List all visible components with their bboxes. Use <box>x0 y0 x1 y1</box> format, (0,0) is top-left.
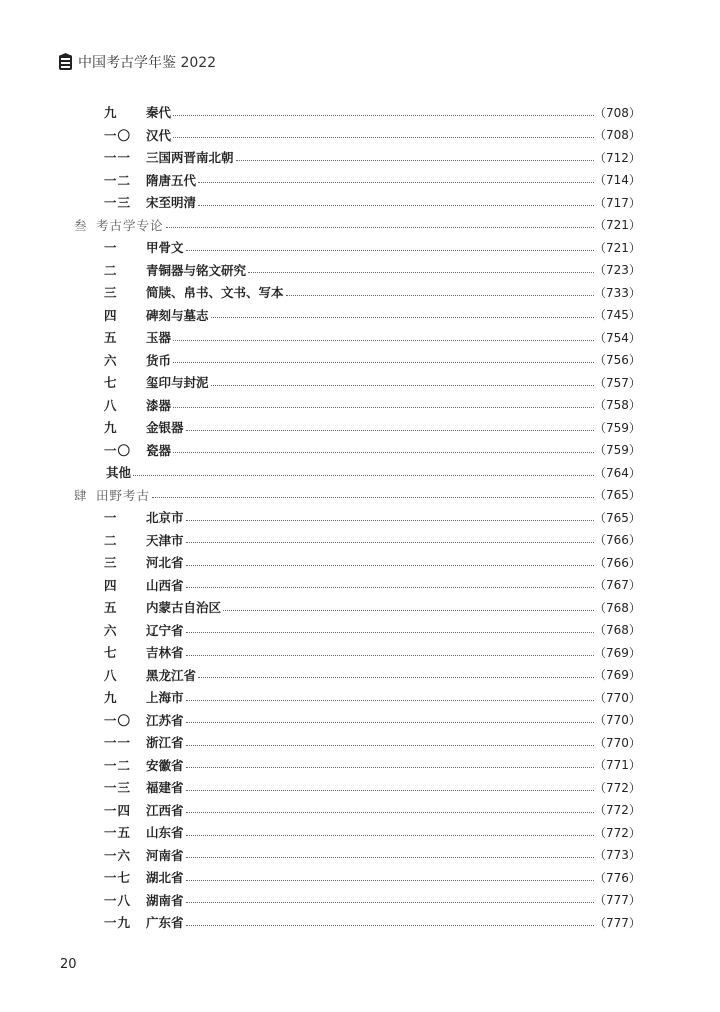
dot-leader <box>236 160 594 161</box>
toc-entry-title-group <box>146 596 596 619</box>
toc-entry-page: （768） <box>594 600 641 615</box>
toc-entry-number: 四 <box>104 577 118 593</box>
toc-entry-title: 湖北省 <box>146 870 184 886</box>
toc-entry-row[interactable] <box>0 619 720 642</box>
dot-leader <box>198 677 594 678</box>
toc-entry-number: 五 <box>104 600 118 616</box>
toc-entry-number: 一八 <box>104 892 132 908</box>
toc-entry-number: 四 <box>104 307 118 323</box>
toc-entry-row[interactable] <box>0 799 720 822</box>
toc-entry-title: 玺印与封泥 <box>146 375 209 391</box>
toc-entry-title-group <box>146 191 596 214</box>
toc-entry-title: 漆器 <box>146 397 172 413</box>
toc-entry-row[interactable] <box>0 371 720 394</box>
toc-entry-page: （765） <box>594 510 641 525</box>
toc-entry-row[interactable] <box>0 911 720 934</box>
toc-entry-title-group <box>146 281 596 304</box>
toc-entry-page: （777） <box>594 893 641 908</box>
dot-leader <box>186 767 594 768</box>
toc-entry-number: 肆 <box>74 487 88 503</box>
toc-entry-row[interactable] <box>0 709 720 732</box>
toc-entry-page: （745） <box>594 308 641 323</box>
dot-leader <box>186 902 594 903</box>
toc-entry-title: 宋至明清 <box>146 195 197 211</box>
table-of-contents <box>0 101 720 934</box>
yearbook-logo-icon <box>58 53 73 71</box>
toc-entry-title: 隋唐五代 <box>146 172 197 188</box>
toc-entry-title: 秦代 <box>146 105 172 121</box>
toc-entry-number: 一〇 <box>104 442 132 458</box>
toc-entry-page: （714） <box>594 173 641 188</box>
toc-entry-title-group <box>146 551 596 574</box>
dot-leader <box>186 655 594 656</box>
toc-entry-title: 山东省 <box>146 825 184 841</box>
toc-entry-title: 浙江省 <box>146 735 184 751</box>
toc-entry-title: 内蒙古自治区 <box>146 600 222 616</box>
toc-entry-number: 一七 <box>104 870 132 886</box>
toc-entry-title-group <box>146 821 596 844</box>
toc-section-row[interactable] <box>0 214 720 237</box>
toc-entry-title-group <box>146 619 596 642</box>
toc-entry-title: 瓷器 <box>146 442 172 458</box>
toc-entry-title: 金银器 <box>146 420 184 436</box>
toc-entry-title: 河南省 <box>146 847 184 863</box>
toc-entry-title: 考古学专论 <box>96 217 164 233</box>
toc-entry-number: 一三 <box>104 780 132 796</box>
toc-entry-number: 一四 <box>104 802 132 818</box>
toc-entry-title-group <box>146 754 596 777</box>
toc-entry-page: （776） <box>594 870 641 885</box>
toc-entry-number: 一二 <box>104 172 132 188</box>
toc-entry-number: 一六 <box>104 847 132 863</box>
dot-leader <box>186 587 594 588</box>
toc-entry-title-group <box>146 416 596 439</box>
toc-entry-page: （721） <box>594 240 641 255</box>
toc-entry-title-group <box>146 169 596 192</box>
toc-entry-title-group <box>146 236 596 259</box>
toc-entry-page: （769） <box>594 668 641 683</box>
dot-leader <box>186 250 594 251</box>
toc-entry-title: 北京市 <box>146 510 184 526</box>
toc-entry-row[interactable] <box>0 461 720 484</box>
dot-leader <box>133 475 594 476</box>
dot-leader <box>186 812 594 813</box>
toc-entry-title-group <box>146 731 596 754</box>
toc-entry-row[interactable] <box>0 394 720 417</box>
toc-entry-row[interactable] <box>0 686 720 709</box>
toc-entry-title: 玉器 <box>146 330 172 346</box>
toc-entry-page: （770） <box>594 735 641 750</box>
toc-entry-title: 江西省 <box>146 802 184 818</box>
toc-entry-number: 五 <box>104 330 118 346</box>
page-number: 20 <box>60 957 77 972</box>
toc-entry-number: 一二 <box>104 757 132 773</box>
toc-entry-title-group <box>146 326 596 349</box>
toc-entry-page: （764） <box>594 465 641 480</box>
dot-leader <box>223 610 594 611</box>
toc-entry-title: 天津市 <box>146 532 184 548</box>
toc-entry-title: 田野考古 <box>96 487 151 503</box>
toc-entry-title-group <box>146 101 596 124</box>
toc-entry-title-group <box>146 259 596 282</box>
dot-leader <box>211 317 594 318</box>
toc-entry-title: 青铜器与铭文研究 <box>146 262 247 278</box>
toc-entry-row[interactable] <box>0 821 720 844</box>
toc-entry-page: （733） <box>594 285 641 300</box>
toc-entry-row[interactable] <box>0 304 720 327</box>
toc-entry-number: 一 <box>104 240 118 256</box>
toc-entry-title: 上海市 <box>146 690 184 706</box>
toc-entry-page: （756） <box>594 353 641 368</box>
toc-entry-title-group <box>106 461 596 484</box>
toc-entry-title-group <box>146 776 596 799</box>
toc-entry-number: 八 <box>104 397 118 413</box>
toc-entry-page: （754） <box>594 330 641 345</box>
toc-entry-row[interactable] <box>0 101 720 124</box>
toc-entry-page: （767） <box>594 578 641 593</box>
toc-entry-title: 山西省 <box>146 577 184 593</box>
toc-entry-page: （771） <box>594 758 641 773</box>
toc-entry-page: （768） <box>594 623 641 638</box>
toc-entry-row[interactable] <box>0 506 720 529</box>
toc-entry-number: 二 <box>104 532 118 548</box>
toc-entry-page: （772） <box>594 780 641 795</box>
toc-entry-title-group <box>146 709 596 732</box>
toc-entry-row[interactable] <box>0 754 720 777</box>
toc-entry-title-group <box>96 484 596 507</box>
toc-entry-row[interactable] <box>0 664 720 687</box>
toc-entry-title-group <box>96 214 596 237</box>
dot-leader <box>198 205 594 206</box>
toc-entry-number: 一〇 <box>104 712 132 728</box>
toc-entry-title-group <box>146 911 596 934</box>
toc-entry-title: 吉林省 <box>146 645 184 661</box>
toc-entry-title-group <box>146 529 596 552</box>
toc-entry-title: 湖南省 <box>146 892 184 908</box>
toc-entry-title: 福建省 <box>146 780 184 796</box>
toc-entry-page: （769） <box>594 645 641 660</box>
toc-entry-page: （758） <box>594 398 641 413</box>
toc-entry-row[interactable] <box>0 236 720 259</box>
toc-entry-title-group <box>146 371 596 394</box>
dot-leader <box>286 295 594 296</box>
toc-entry-page: （757） <box>594 375 641 390</box>
toc-entry-number: 一三 <box>104 195 132 211</box>
toc-entry-title: 货币 <box>146 352 172 368</box>
toc-entry-row[interactable] <box>0 169 720 192</box>
toc-entry-number: 一一 <box>104 150 132 166</box>
toc-entry-row[interactable] <box>0 124 720 147</box>
toc-entry-row[interactable] <box>0 641 720 664</box>
toc-entry-number: 九 <box>104 690 118 706</box>
toc-entry-row[interactable] <box>0 551 720 574</box>
toc-entry-title: 其他 <box>106 465 132 481</box>
toc-section-row[interactable] <box>0 484 720 507</box>
toc-entry-page: （770） <box>594 713 641 728</box>
dot-leader <box>186 880 594 881</box>
toc-entry-row[interactable] <box>0 574 720 597</box>
dot-leader <box>166 227 594 228</box>
toc-entry-page: （712） <box>594 150 641 165</box>
dot-leader <box>186 700 594 701</box>
running-header <box>58 50 216 74</box>
toc-entry-page: （773） <box>594 848 641 863</box>
toc-entry-row[interactable] <box>0 866 720 889</box>
toc-entry-row[interactable] <box>0 349 720 372</box>
header-title: 中国考古学年鉴 2022 <box>78 55 217 71</box>
dot-leader <box>186 520 594 521</box>
toc-entry-page: （772） <box>594 803 641 818</box>
toc-entry-title-group <box>146 304 596 327</box>
toc-entry-title: 辽宁省 <box>146 622 184 638</box>
toc-entry-number: 一 <box>104 510 118 526</box>
toc-entry-number: 三 <box>104 285 118 301</box>
dot-leader <box>186 790 594 791</box>
toc-entry-title-group <box>146 641 596 664</box>
toc-entry-row[interactable] <box>0 146 720 169</box>
toc-entry-title-group <box>146 439 596 462</box>
toc-entry-number: 一〇 <box>104 127 132 143</box>
toc-entry-number: 六 <box>104 622 118 638</box>
toc-entry-row[interactable] <box>0 844 720 867</box>
dot-leader <box>173 340 594 341</box>
toc-entry-row[interactable] <box>0 259 720 282</box>
toc-entry-title-group <box>146 889 596 912</box>
dot-leader <box>152 497 594 498</box>
toc-entry-page: （717） <box>594 195 641 210</box>
toc-entry-page: （777） <box>594 915 641 930</box>
toc-entry-title: 汉代 <box>146 127 172 143</box>
toc-entry-title-group <box>146 664 596 687</box>
dot-leader <box>173 452 594 453</box>
dot-leader <box>173 115 594 116</box>
toc-entry-page: （721） <box>594 218 641 233</box>
dot-leader <box>186 632 594 633</box>
toc-entry-title: 安徽省 <box>146 757 184 773</box>
dot-leader <box>186 565 594 566</box>
toc-entry-title-group <box>146 574 596 597</box>
toc-entry-row[interactable] <box>0 596 720 619</box>
toc-entry-title: 简牍、帛书、文书、写本 <box>146 285 284 301</box>
toc-entry-title-group <box>146 799 596 822</box>
dot-leader <box>248 272 594 273</box>
toc-entry-page: （770） <box>594 690 641 705</box>
toc-entry-page: （708） <box>594 128 641 143</box>
dot-leader <box>186 542 594 543</box>
toc-entry-title-group <box>146 349 596 372</box>
toc-entry-row[interactable] <box>0 191 720 214</box>
toc-entry-page: （765） <box>594 488 641 503</box>
toc-entry-number: 六 <box>104 352 118 368</box>
toc-entry-page: （759） <box>594 443 641 458</box>
toc-entry-page: （766） <box>594 555 641 570</box>
toc-entry-title: 甲骨文 <box>146 240 184 256</box>
toc-entry-page: （766） <box>594 533 641 548</box>
toc-entry-title: 三国两晋南北朝 <box>146 150 234 166</box>
toc-entry-number: 二 <box>104 262 118 278</box>
toc-entry-row[interactable] <box>0 529 720 552</box>
toc-entry-page: （772） <box>594 825 641 840</box>
toc-entry-title-group <box>146 866 596 889</box>
toc-entry-number: 叁 <box>74 217 88 233</box>
toc-entry-row[interactable] <box>0 416 720 439</box>
toc-entry-title-group <box>146 146 596 169</box>
toc-entry-title-group <box>146 844 596 867</box>
toc-entry-row[interactable] <box>0 281 720 304</box>
toc-entry-number: 七 <box>104 645 118 661</box>
dot-leader <box>186 857 594 858</box>
dot-leader <box>173 137 594 138</box>
toc-entry-page: （759） <box>594 420 641 435</box>
toc-entry-number: 一一 <box>104 735 132 751</box>
toc-entry-row[interactable] <box>0 439 720 462</box>
dot-leader <box>186 745 594 746</box>
dot-leader <box>186 722 594 723</box>
dot-leader <box>186 430 594 431</box>
toc-entry-page: （708） <box>594 105 641 120</box>
toc-entry-title-group <box>146 506 596 529</box>
toc-entry-title: 广东省 <box>146 915 184 931</box>
toc-entry-title: 碑刻与墓志 <box>146 307 209 323</box>
toc-entry-number: 八 <box>104 667 118 683</box>
toc-entry-number: 九 <box>104 420 118 436</box>
toc-entry-number: 三 <box>104 555 118 571</box>
dot-leader <box>211 385 594 386</box>
toc-entry-title: 黑龙江省 <box>146 667 197 683</box>
toc-entry-number: 一九 <box>104 915 132 931</box>
toc-entry-number: 九 <box>104 105 118 121</box>
toc-entry-title: 江苏省 <box>146 712 184 728</box>
toc-entry-row[interactable] <box>0 326 720 349</box>
toc-entry-number: 一五 <box>104 825 132 841</box>
dot-leader <box>173 362 594 363</box>
dot-leader <box>173 407 594 408</box>
toc-entry-title-group <box>146 124 596 147</box>
toc-entry-number: 七 <box>104 375 118 391</box>
toc-entry-title: 河北省 <box>146 555 184 571</box>
toc-entry-row[interactable] <box>0 889 720 912</box>
toc-entry-page: （723） <box>594 263 641 278</box>
dot-leader <box>186 925 594 926</box>
dot-leader <box>198 182 594 183</box>
toc-entry-title-group <box>146 394 596 417</box>
toc-entry-row[interactable] <box>0 776 720 799</box>
toc-entry-title-group <box>146 686 596 709</box>
toc-entry-row[interactable] <box>0 731 720 754</box>
dot-leader <box>186 835 594 836</box>
